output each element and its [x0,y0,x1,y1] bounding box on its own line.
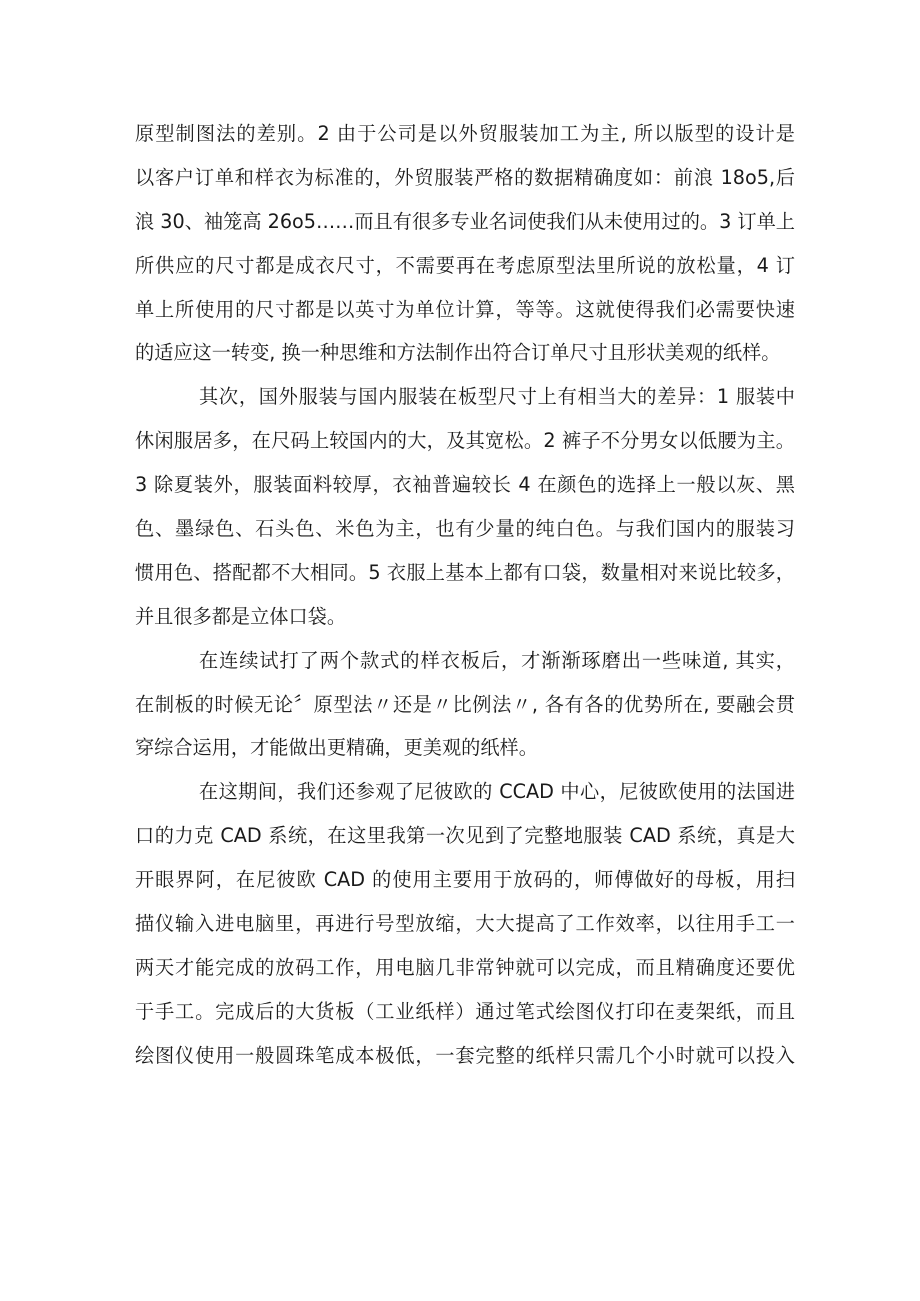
text-line: 惯用色、搭配都不大相同。5 衣服上基本上都有口袋，数量相对来说比较多， [135,560,795,584]
document-body [135,112,795,1078]
text-line: 以客户订单和样衣为标准的，外贸服装严格的数据精确度如：前浪 18o5,后 [135,165,795,189]
text-line: 于手工。完成后的大货板（工业纸样）通过笔式绘图仪打印在麦架纸，而且 [135,999,795,1023]
text-line: 描仪输入进电脑里，再进行号型放缩，大大提高了工作效率，以往用手工一 [135,912,795,936]
text-line: 的适应这一转变, 换一种思维和方法制作出符合订单尺寸且形状美观的纸样。 [135,341,781,365]
text-line: 色、墨绿色、石头色、米色为主，也有少量的纯白色。与我们国内的服装习 [135,517,795,541]
text-line: 绘图仪使用一般圆珠笔成本极低，一套完整的纸样只需几个小时就可以投入 [135,1043,795,1067]
text-line: 开眼界阿，在尼彼欧 CAD 的使用主要用于放码的，师傅做好的母板，用扫 [135,868,795,892]
text-line: 口的力克 CAD 系统，在这里我第一次见到了完整地服装 CAD 系统，真是大 [135,824,795,848]
text-line: 所供应的尺寸都是成衣尺寸，不需要再在考虑原型法里所说的放松量，4 订 [135,253,795,277]
text-line: 穿综合运用，才能做出更精确，更美观的纸样。 [135,736,538,760]
paragraph-first-line: 在这期间，我们还参观了尼彼欧的 CCAD 中心，尼彼欧使用的法国进 [199,780,795,804]
text-line: 3 除夏装外，服装面料较厚，衣袖普遍较长 4 在颜色的选择上一般以灰、黑 [135,473,795,497]
text-line: 并且很多都是立体口袋。 [135,604,347,628]
text-line: 浪 30、袖笼高 26o5……而且有很多专业名词使我们从未使用过的。3 订单上 [135,209,795,233]
text-line: 在制板的时候无论〞原型法〃还是〃比例法〃, 各有各的优势所在, 要融会贯 [135,692,795,716]
text-line: 原型制图法的差别。2 由于公司是以外贸服装加工为主, 所以版型的设计是 [135,122,795,145]
text-line: 两天才能完成的放码工作，用电脑几非常钟就可以完成，而且精确度还要优 [135,955,795,979]
paragraph-first-line: 在连续试打了两个款式的样衣板后，才渐渐琢磨出一些味道, 其实， [199,648,795,672]
text-line: 单上所使用的尺寸都是以英寸为单位计算，等等。这就使得我们必需要快速 [135,297,795,321]
paragraph-first-line: 其次，国外服装与国内服装在板型尺寸上有相当大的差异：1 服装中 [199,385,795,409]
text-line: 休闲服居多，在尺码上较国内的大，及其宽松。2 裤子不分男女以低腰为主。 [135,429,795,453]
